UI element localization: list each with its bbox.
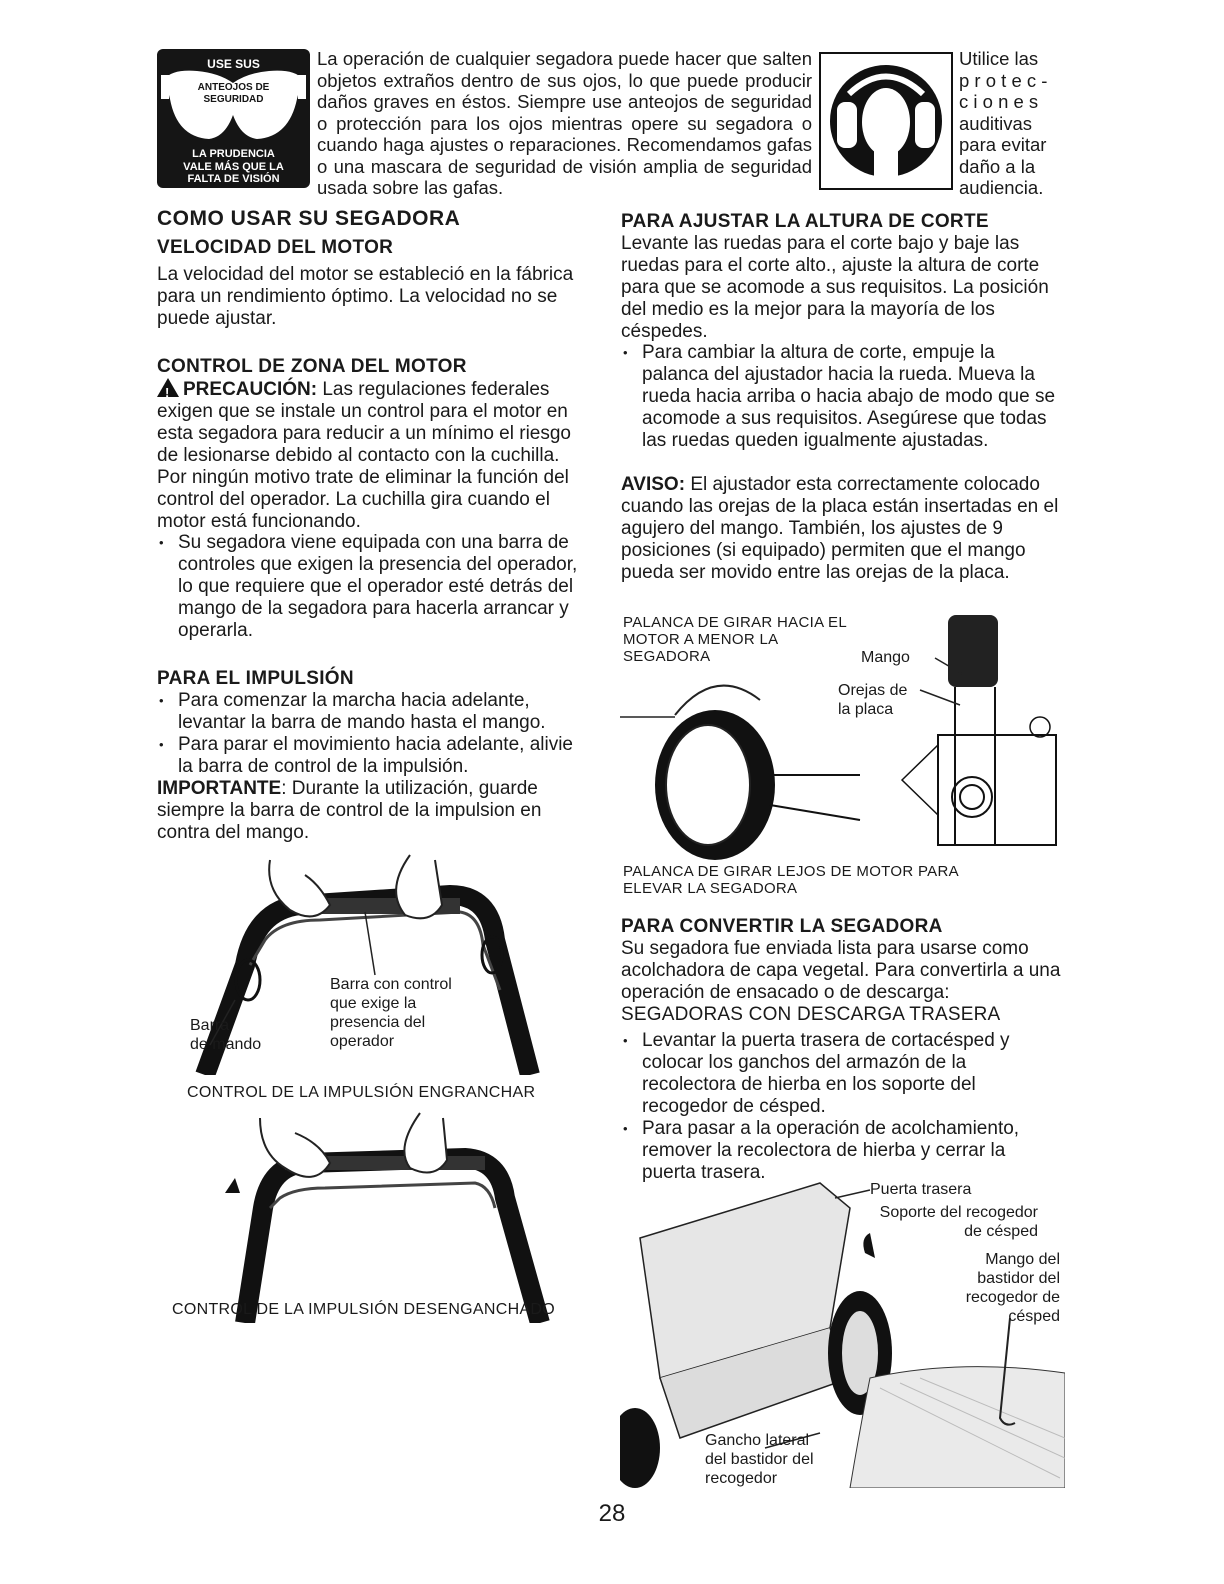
hearing-line-6: daño a la (959, 155, 1036, 177)
fig3-ears-label-a: Orejas de (838, 682, 908, 699)
drive-bullet-1: • Para comenzar la marcha hacia adelante, levantar la barra de mando hasta el mango. (157, 690, 587, 734)
height-bullets (621, 342, 1061, 452)
hearing-line-2: p r o t e c - (959, 69, 1048, 91)
speed-title: VELOCIDAD DEL MOTOR (157, 237, 394, 258)
warning-triangle-icon (157, 378, 179, 397)
fig4-door-label: Puerta trasera (870, 1181, 972, 1198)
hearing-line-7: audiencia. (959, 177, 1044, 198)
rear-bullet-2: • Para pasar a la operación de acolchamiento, remover la recolectora de hierba y cerrar la puerta trasera. (621, 1118, 1061, 1184)
convert-text: Su segadora fue enviada lista para usarse como acolchadora de capa vegetal. Para convertirla a una operación de ensacado o de descarga: (621, 938, 1061, 1003)
notice-paragraph (621, 474, 1061, 584)
badge-line-4: LA PRUDENCIA (192, 148, 275, 160)
convert-title: PARA CONVERTIR LA SEGADORA (621, 916, 943, 937)
notice-label: AVISO: (621, 474, 686, 495)
caution-label: PRECAUCIÓN: (183, 379, 318, 400)
badge-line-1: USE SUS (207, 57, 260, 71)
important-text: : Durante la utilización, guarde siempre la barra de control de la impulsion en contra del mango. (157, 778, 542, 843)
safety-glasses-badge (157, 49, 310, 188)
fig3-ears-label-b: la placa (838, 701, 894, 718)
fig3-handle-label: Mango (861, 649, 910, 666)
rear-bullet-1: • Levantar la puerta trasera de cortacésped y colocar los ganchos del armazón de la recolectora de hierba en los soporte del recogedor de césped. (621, 1030, 1061, 1118)
rear-bullets (621, 1030, 1061, 1184)
badge-line-3: SEGURIDAD (203, 94, 264, 105)
hearing-line-5: para evitar (959, 134, 1047, 155)
badge-line-5: VALE MÁS QUE LA (183, 161, 284, 173)
fig1-drive-label-b: de mando (190, 1036, 262, 1053)
important-label: IMPORTANTE (157, 778, 282, 799)
page-number: 28 (598, 1500, 626, 1527)
height-bullet: • Para cambiar la altura de corte, empuje la palanca del ajustador hacia la rueda. Mueva la rueda hacia arriba o hacia abajo de modo que se acomode a sus requisitos. Asegúrese que todas las ruedas queden igualmente ajustadas. (621, 342, 1061, 452)
zone-bullets (157, 532, 587, 642)
badge-line-6: FALTA DE VISIÓN (187, 173, 280, 185)
notice-text: El ajustador esta correctamente colocado cuando las orejas de la placa están insertadas en el agujero del mango. También, los ajustes de 9 posiciones (si equipado) permiten que el mango pueda ser movido entre las orejas de la placa. (621, 474, 1059, 583)
hearing-line-4: auditivas (959, 112, 1033, 134)
drive-bullet-2: • Para parar el movimiento hacia adelante, alivie la barra de control de la impulsión. (157, 734, 587, 778)
eye-warning-text: La operación de cualquier segadora puede hacer que salten objetos extraños dentro de sus ojos, lo que puede producir daños graves en éstos. Siempre use anteojos de seguridad o protección para los ojos mientras opere su segadora o cuando haga ajustes o reparaciones. Recomendamos gafas o una mascara de seguridad de visión amplia de seguridad usada sobre las gafas. (317, 48, 812, 198)
hearing-warning-text (959, 48, 1064, 199)
caution-text: Las regulaciones federales exigen que se instale un control para el motor en esta segadora para reducir a un mínimo el riesgo de lesionarse debido al contacto con la cuchilla. Por ningún motivo trate de eliminar la función del control del operador. La cuchilla gira cuando el motor está funcionando. (157, 379, 572, 532)
fig1-bar-label: Barra con control que exige la presencia del operador (330, 976, 452, 1050)
fig1-drive-label-a: Barra (190, 1017, 230, 1034)
fig1-caption: CONTROL DE LA IMPULSIÓN ENGRANCHAR (187, 1084, 536, 1101)
badge-line-2: ANTEOJOS DE (197, 82, 270, 93)
height-title: PARA AJUSTAR LA ALTURA DE CORTE (621, 211, 989, 232)
height-text: Levante las ruedas para el corte bajo y baje las ruedas para el corte alto., ajuste la altura de corte para que se acomode a sus requisitos. La posición del medio es la mejor para la mayoría de los céspedes. (621, 233, 1049, 342)
drive-disengaged-illustration (215, 1108, 555, 1323)
main-title: COMO USAR SU SEGADORA (157, 207, 461, 230)
hearing-line-3: c i o n e s (959, 91, 1039, 112)
fig1-drive-label (190, 1016, 261, 1054)
caution-paragraph (157, 378, 587, 533)
rear-title: SEGADORAS CON DESCARGA TRASERA (621, 1004, 1001, 1025)
fig4-support-label: Soporte del recogedor de césped (879, 1204, 1038, 1240)
zone-title: CONTROL DE ZONA DEL MOTOR (157, 356, 467, 377)
zone-bullet: • Su segadora viene equipada con una barra de controles que exigen la presencia del operador, lo que requiere que el operador esté detrás del mango de la segadora para hacerla arrancar y operarla. (157, 532, 587, 642)
ear-muffs-icon (821, 54, 951, 188)
height-adjuster-illustration (620, 605, 1060, 860)
hearing-protection-icon (819, 52, 953, 190)
hearing-line-1: Utilice las (959, 48, 1039, 69)
fig2-caption: CONTROL DE LA IMPULSIÓN DESENGANCHADO (172, 1301, 556, 1318)
speed-text: La velocidad del motor se estableció en la fábrica para un rendimiento óptimo. La velocidad no se puede ajustar. (157, 264, 574, 329)
drive-title: PARA EL IMPULSIÓN (157, 668, 354, 689)
drive-bullets (157, 690, 587, 778)
fig3-lever-top-label: PALANCA DE GIRAR HACIA EL MOTOR A MENOR LA SEGADORA (623, 614, 847, 665)
fig4-hook-label: Gancho lateral del bastidor del recogedor (705, 1432, 814, 1487)
fig3-lever-bottom-label: PALANCA DE GIRAR LEJOS DE MOTOR PARA ELEVAR LA SEGADORA (623, 863, 959, 897)
important-paragraph (157, 778, 587, 844)
fig4-handle-label: Mango del bastidor del recogedor de césped (965, 1251, 1060, 1325)
